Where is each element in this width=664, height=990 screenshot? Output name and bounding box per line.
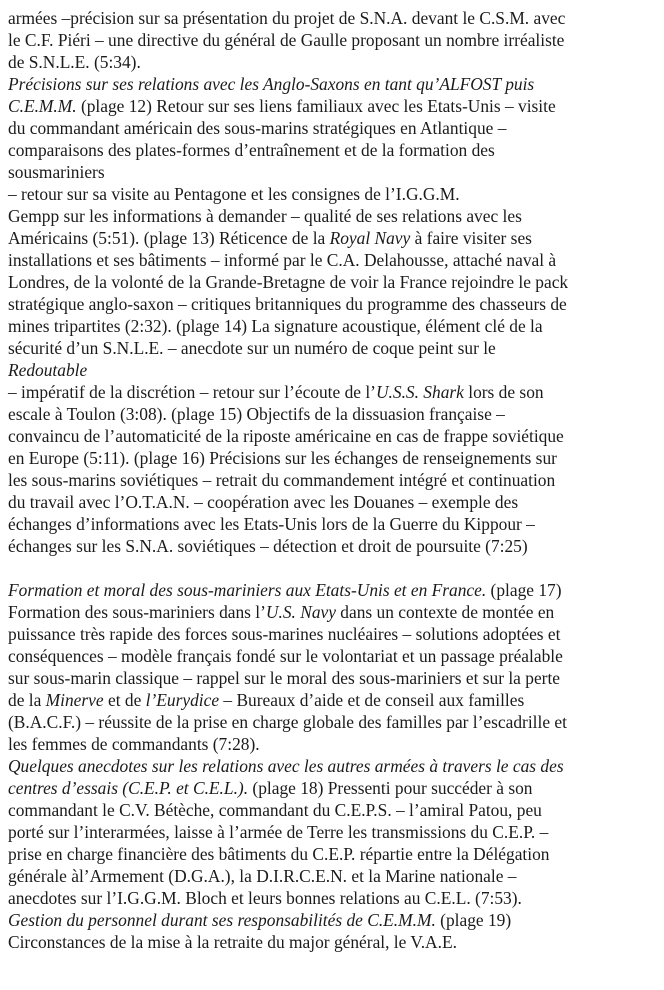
text-line bbox=[8, 161, 660, 183]
text-run: sousmariniers bbox=[8, 162, 105, 182]
blank-line bbox=[8, 557, 660, 579]
italic-text-run: Gestion du personnel durant ses responsabilités de C.E.M.M. bbox=[8, 910, 436, 930]
text-line bbox=[8, 711, 660, 733]
text-run: (plage 12) Retour sur ses liens familiaux avec les Etats-Unis – visite bbox=[76, 96, 556, 116]
text-run: Formation des sous-mariniers dans l’ bbox=[8, 602, 266, 622]
text-run: – impératif de la discrétion – retour sur l’écoute de l’ bbox=[8, 382, 376, 402]
text-line bbox=[8, 139, 660, 161]
text-line bbox=[8, 865, 660, 887]
text-run: porté sur l’interarmées, laisse à l’armée de Terre les transmissions du C.E.P. – bbox=[8, 822, 549, 842]
text-line bbox=[8, 931, 660, 953]
text-run: échanges sur les S.N.A. soviétiques – détection et droit de poursuite (7:25) bbox=[8, 536, 528, 556]
text-line bbox=[8, 469, 660, 491]
text-line bbox=[8, 821, 660, 843]
italic-text-run: Redoutable bbox=[8, 360, 88, 380]
text-run: sécurité d’un S.N.L.E. – anecdote sur un numéro de coque peint sur le bbox=[8, 338, 496, 358]
text-line bbox=[8, 579, 660, 601]
text-line bbox=[8, 381, 660, 403]
text-line bbox=[8, 183, 660, 205]
text-line bbox=[8, 7, 660, 29]
text-line bbox=[8, 51, 660, 73]
text-line bbox=[8, 909, 660, 931]
text-line bbox=[8, 117, 660, 139]
text-line bbox=[8, 425, 660, 447]
text-run: armées –précision sur sa présentation du projet de S.N.A. devant le C.S.M. avec bbox=[8, 8, 566, 28]
text-run: stratégique anglo-saxon – critiques britanniques du programme des chasseurs de bbox=[8, 294, 567, 314]
italic-text-run: Formation et moral des sous-mariniers aux Etats-Unis et en France. bbox=[8, 580, 487, 600]
text-line bbox=[8, 447, 660, 469]
text-line bbox=[8, 667, 660, 689]
text-line bbox=[8, 623, 660, 645]
text-run: (plage 17) bbox=[486, 580, 562, 600]
text-line bbox=[8, 227, 660, 249]
text-run: du commandant américain des sous-marins stratégiques en Atlantique – bbox=[8, 118, 507, 138]
text-run: en Europe (5:11). (plage 16) Précisions sur les échanges de renseignements sur bbox=[8, 448, 557, 468]
text-run: les sous-marins soviétiques – retrait du commandement intégré et continuation bbox=[8, 470, 556, 490]
text-run: comparaisons des plates-formes d’entraînement et de la formation des bbox=[8, 140, 495, 160]
text-line bbox=[8, 799, 660, 821]
italic-text-run: U.S.S. Shark bbox=[375, 382, 464, 402]
text-line bbox=[8, 293, 660, 315]
text-line bbox=[8, 843, 660, 865]
text-run: de S.N.L.E. (5:34). bbox=[8, 52, 141, 72]
text-line bbox=[8, 755, 660, 777]
text-run: Américains (5:51). (plage 13) Réticence de la bbox=[8, 228, 330, 248]
text-run: et de bbox=[103, 690, 146, 710]
text-run: sur sous-marin classique – rappel sur le moral des sous-mariniers et sur la perte bbox=[8, 668, 560, 688]
italic-text-run: U.S. Navy bbox=[265, 602, 336, 622]
text-run: mines tripartites (2:32). (plage 14) La signature acoustique, élément clé de la bbox=[8, 316, 543, 336]
text-run: échanges d’informations avec les Etats-Unis lors de la Guerre du Kippour – bbox=[8, 514, 535, 534]
text-line bbox=[8, 337, 660, 359]
text-run: prise en charge financière des bâtiments du C.E.P. répartie entre la Délégation bbox=[8, 844, 550, 864]
text-run: générale àl’Armement (D.G.A.), la D.I.R.C.E.N. et la Marine nationale – bbox=[8, 866, 517, 886]
text-run: les femmes de commandants (7:28). bbox=[8, 734, 260, 754]
text-run: (B.A.C.F.) – réussite de la prise en charge globale des familles par l’escadrille et bbox=[8, 712, 567, 732]
text-run: installations et ses bâtiments – informé par le C.A. Delahousse, attaché naval à bbox=[8, 250, 557, 270]
text-line bbox=[8, 601, 660, 623]
text-run: escale à Toulon (3:08). (plage 15) Objectifs de la dissuasion française – bbox=[8, 404, 505, 424]
text-run: (plage 18) Pressenti pour succéder à son bbox=[248, 778, 533, 798]
text-line bbox=[8, 777, 660, 799]
text-line bbox=[8, 733, 660, 755]
text-run: du travail avec l’O.T.A.N. – coopération avec les Douanes – exemple des bbox=[8, 492, 519, 512]
text-line bbox=[8, 689, 660, 711]
document-text bbox=[8, 7, 660, 953]
italic-text-run: Précisions sur ses relations avec les Anglo-Saxons en tant qu’ALFOST puis bbox=[8, 74, 535, 94]
text-line bbox=[8, 887, 660, 909]
text-line bbox=[8, 249, 660, 271]
text-run: dans un contexte de montée en bbox=[335, 602, 555, 622]
text-line bbox=[8, 513, 660, 535]
text-run: à faire visiter ses bbox=[410, 228, 532, 248]
italic-text-run: Quelques anecdotes sur les relations avec les autres armées à travers le cas des bbox=[8, 756, 564, 776]
text-line bbox=[8, 29, 660, 51]
text-run: Circonstances de la mise à la retraite du major général, le V.A.E. bbox=[8, 932, 457, 952]
text-run: Londres, de la volonté de la Grande-Bretagne de voir la France rejoindre le pack bbox=[8, 272, 569, 292]
italic-text-run: l’Eurydice bbox=[145, 690, 220, 710]
text-line bbox=[8, 205, 660, 227]
text-run: puissance très rapide des forces sous-marines nucléaires – solutions adoptées et bbox=[8, 624, 561, 644]
text-run: convaincu de l’automaticité de la riposte américaine en cas de frappe soviétique bbox=[8, 426, 564, 446]
text-run: (plage 19) bbox=[435, 910, 512, 930]
italic-text-run: Minerve bbox=[45, 690, 104, 710]
text-run: le C.F. Piéri – une directive du général de Gaulle proposant un nombre irréaliste bbox=[8, 30, 565, 50]
text-run: commandant le C.V. Bétèche, commandant du C.E.P.S. – l’amiral Patou, peu bbox=[8, 800, 542, 820]
text-line bbox=[8, 271, 660, 293]
text-line bbox=[8, 73, 660, 95]
text-run: – Bureaux d’aide et de conseil aux familles bbox=[219, 690, 525, 710]
text-line bbox=[8, 535, 660, 557]
text-run: conséquences – modèle français fondé sur le volontariat et un passage préalable bbox=[8, 646, 563, 666]
text-run: – retour sur sa visite au Pentagone et les consignes de l’I.G.G.M. bbox=[8, 184, 460, 204]
text-line bbox=[8, 403, 660, 425]
text-run: de la bbox=[8, 690, 46, 710]
italic-text-run: C.E.M.M. bbox=[8, 96, 77, 116]
text-run: Gempp sur les informations à demander – qualité de ses relations avec les bbox=[8, 206, 522, 226]
text-line bbox=[8, 645, 660, 667]
text-line bbox=[8, 315, 660, 337]
italic-text-run: centres d’essais (C.E.P. et C.E.L.). bbox=[8, 778, 249, 798]
text-line bbox=[8, 95, 660, 117]
text-line bbox=[8, 359, 660, 381]
text-run: lors de son bbox=[463, 382, 544, 402]
italic-text-run: Royal Navy bbox=[329, 228, 411, 248]
text-line bbox=[8, 491, 660, 513]
text-run: anecdotes sur l’I.G.G.M. Bloch et leurs bonnes relations au C.E.L. (7:53). bbox=[8, 888, 522, 908]
